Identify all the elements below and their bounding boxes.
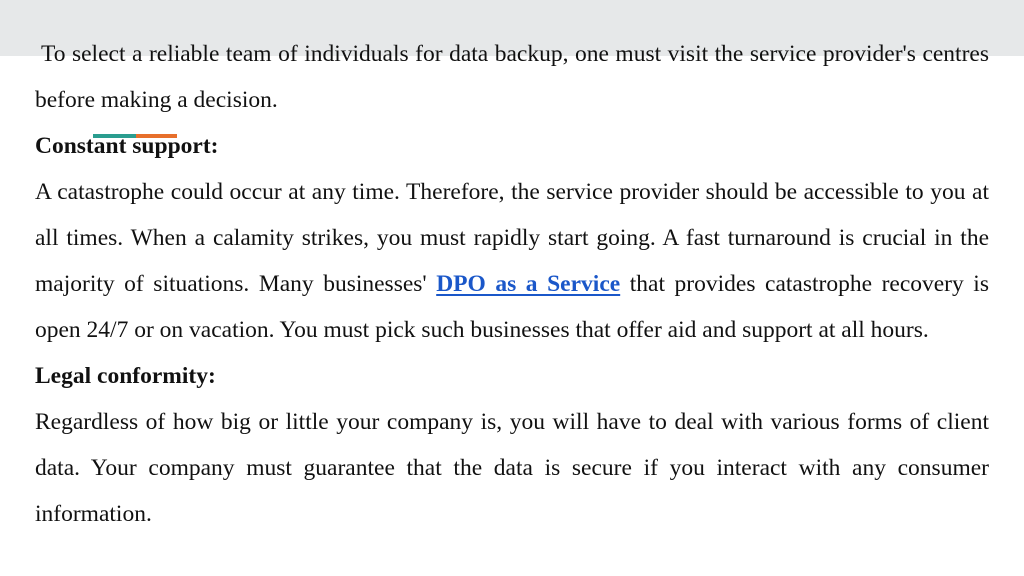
- dpo-as-a-service-link[interactable]: DPO as a Service: [436, 271, 621, 297]
- legal-conformity-paragraph: Regardless of how big or little your company is, you will have to deal with various forms of client data. Your company must guarantee that the data is secure if you interact with any consumer information.: [35, 409, 989, 527]
- legal-conformity-heading: Legal conformity:: [35, 363, 216, 389]
- constant-support-heading: Constant support:: [35, 133, 219, 159]
- constant-support-text-after-link: that provides catastrophe recovery is open 24/7 or on vacation. You must pick such businesses that offer aid and support at all hours.: [35, 271, 989, 343]
- constant-support-text-before-link: A catastrophe could occur at any time. Therefore, the service provider should be accessible to you at all times. When a calamity strikes, you must rapidly start going. A fast turnaround is crucial in the majority of situations. Many businesses': [35, 179, 989, 297]
- constant-support-paragraph: [35, 169, 989, 353]
- intro-paragraph: To select a reliable team of individuals for data backup, one must visit the service provider's centres before making a decision.: [35, 41, 989, 113]
- document-body: [35, 31, 989, 537]
